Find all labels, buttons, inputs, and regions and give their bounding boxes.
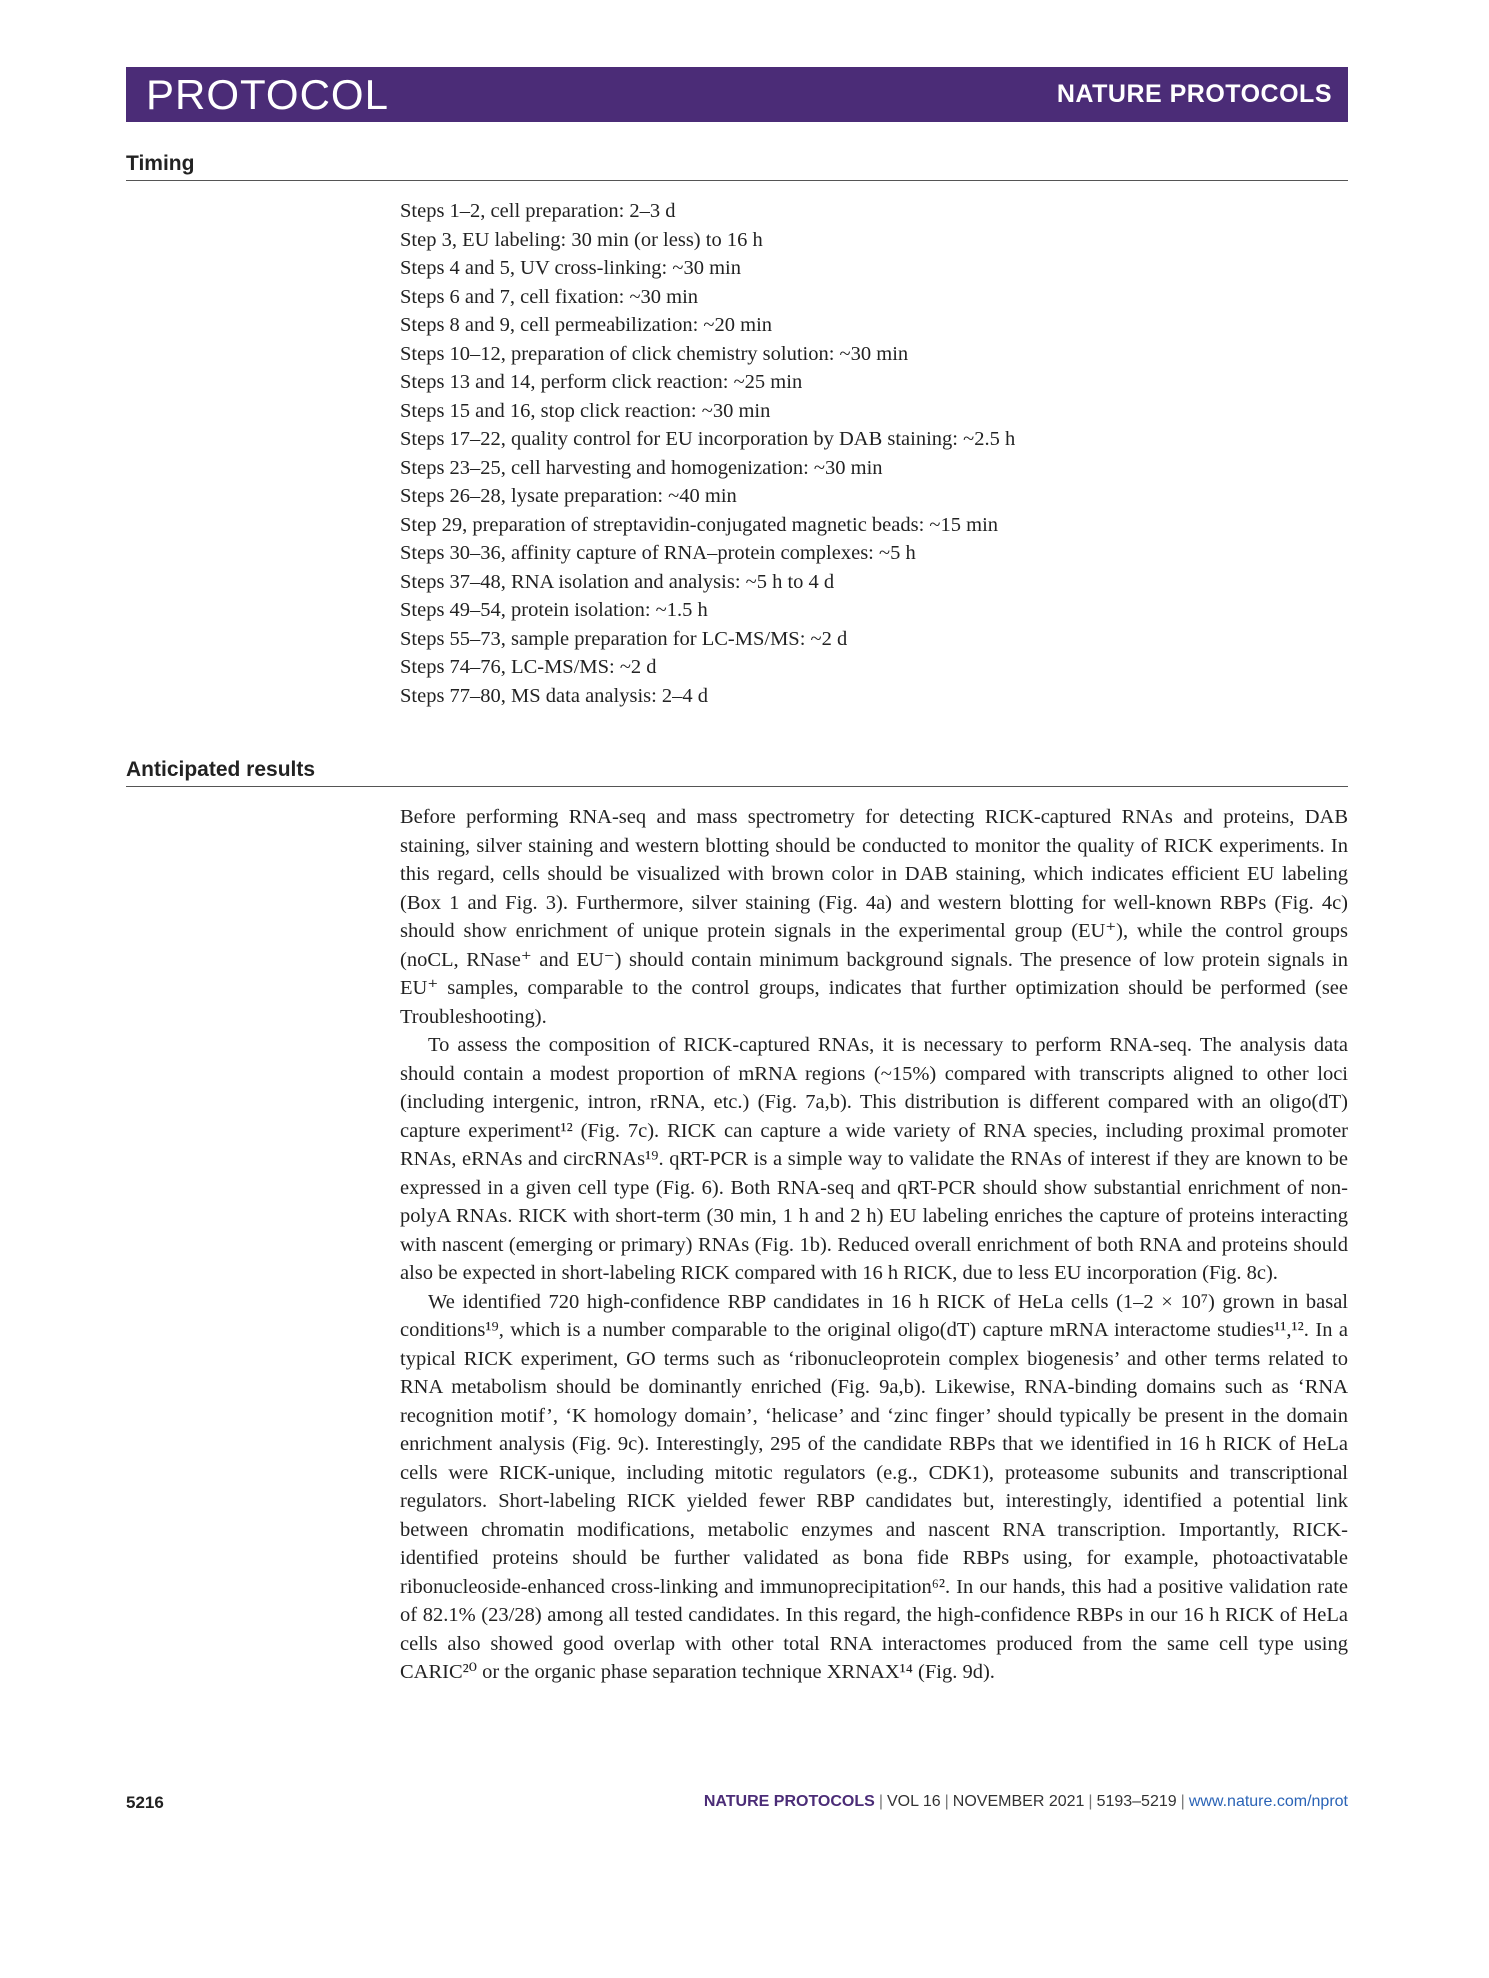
results-heading-rule [126, 758, 1348, 787]
timing-step: Steps 6 and 7, cell fixation: ~30 min [400, 285, 699, 308]
timing-step: Step 3, EU labeling: 30 min (or less) to 16 h [400, 228, 763, 251]
timing-heading-rule [126, 152, 1348, 181]
footer-journal: NATURE PROTOCOLS [703, 1793, 875, 1810]
timing-step: Steps 30–36, affinity capture of RNA–protein complexes: ~5 h [400, 542, 916, 564]
timing-step: Steps 4 and 5, UV cross-linking: ~30 min [400, 257, 741, 279]
timing-step: Steps 49–54, protein isolation: ~1.5 h [400, 599, 708, 621]
timing-step: Steps 8 and 9, cell permeabilization: ~20 min [400, 314, 773, 336]
timing-step: Steps 1–2, cell preparation: 2–3 d [400, 200, 676, 222]
results-paragraph: Before performing RNA-seq and mass spectrometry for detecting RICK-captured RNAs and proteins, DAB staining, silver staining and western blotting should be conducted to monitor the quality of RICK experiments. In this regard, cells should be visualized with brown color in DAB staining, which indicates efficient EU labeling (Box 1 and Fig. 3). Furthermore, silver staining (Fig. 4a) and western blotting for well-known RBPs (Fig. 4c) should show enrichment of unique protein signals in the experimental group (EU⁺), while the control groups (noCL, RNase⁺ and EU⁻) should contain minimum background signals. The presence of low protein signals in EU⁺ samples, comparable to the control groups, indicates that further optimization should be performed (see Troubleshooting). [400, 806, 1348, 1028]
footer-citation: NATURE PROTOCOLS | VOL 16 | NOVEMBER 2021 | 5193–5219 | www.nature.com/nprot [703, 1793, 1348, 1810]
page-number: 5216 [126, 1793, 164, 1812]
timing-step: Steps 10–12, preparation of click chemistry solution: ~30 min [400, 342, 909, 365]
results-heading: Anticipated results [126, 758, 316, 781]
timing-step: Steps 74–76, LC-MS/MS: ~2 d [400, 656, 657, 678]
header-banner [126, 67, 1348, 122]
footer-volume: VOL 16 [886, 1793, 941, 1810]
results-paragraph: We identified 720 high-confidence RBP candidates in 16 h RICK of HeLa cells (1–2 × 10⁷) grown in basal conditions¹⁹, which is a number comparable to the original oligo(dT) capture mRNA interactome studies¹¹,¹². In a typical RICK experiment, GO terms such as ‘ribonucleoprotein complex biogenesis’ and other terms related to RNA metabolism should be dominantly enriched (Fig. 9a,b). Likewise, RNA-binding domains such as ‘RNA recognition motif’, ‘K homology domain’, ‘helicase’ and ‘zinc finger’ should typically be present in the domain enrichment analysis (Fig. 9c). Interestingly, 295 of the candidate RBPs that we identified in 16 h RICK of HeLa cells were RICK-unique, including mitotic regulators (e.g., CDK1), proteasome subunits and transcriptional regulators. Short-labeling RICK yielded fewer RBP candidates but, interestingly, identified a potential link between chromatin modifications, metabolic enzymes and nascent RNA transcription. Importantly, RICK-identified proteins should be further validated as bona fide RBPs using, for example, photoactivatable ribonucleoside-enhanced cross-linking and immunoprecipitation⁶². In our hands, this had a positive validation rate of 82.1% (23/28) among all tested candidates. In this regard, the high-confidence RBPs in our 16 h RICK of HeLa cells also showed good overlap with other total RNA interactomes produced from the same cell type using CARIC²⁰ or the organic phase separation technique XRNAX¹⁴ (Fig. 9d). [400, 1290, 1348, 1683]
timing-step: Steps 26–28, lysate preparation: ~40 min [400, 485, 737, 507]
results-paragraph: To assess the composition of RICK-captured RNAs, it is necessary to perform RNA-seq. The analysis data should contain a modest proportion of mRNA regions (~15%) compared with transcripts aligned to other loci (including intergenic, intron, rRNA, etc.) (Fig. 7a,b). This distribution is different compared with an oligo(dT) capture experiment¹² (Fig. 7c). RICK can capture a wide variety of RNA species, including proximal promoter RNAs, eRNAs and circRNAs¹⁹. qRT-PCR is a simple way to validate the RNAs of interest if they are known to be expressed in a given cell type (Fig. 6). Both RNA-seq and qRT-PCR should show substantial enrichment of non-polyA RNAs. RICK with short-term (30 min, 1 h and 2 h) EU labeling enriches the capture of proteins interacting with nascent (emerging or primary) RNAs (Fig. 1b). Reduced overall enrichment of both RNA and proteins should also be expected in short-labeling RICK compared with 16 h RICK, due to less EU incorporation (Fig. 8c). [400, 1034, 1348, 1284]
timing-step: Steps 55–73, sample preparation for LC-MS/MS: ~2 d [400, 627, 848, 650]
timing-step: Steps 23–25, cell harvesting and homogenization: ~30 min [400, 456, 883, 479]
timing-step: Step 29, preparation of streptavidin-conjugated magnetic beads: ~15 min [400, 513, 999, 536]
timing-step: Steps 15 and 16, stop click reaction: ~30 min [400, 399, 771, 422]
timing-list [400, 197, 1300, 710]
section-label: PROTOCOL [146, 71, 389, 118]
results-body [400, 803, 1348, 1687]
journal-label: NATURE PROTOCOLS [1056, 80, 1332, 108]
timing-step: Steps 17–22, quality control for EU incorporation by DAB staining: ~2.5 h [400, 428, 1016, 450]
footer-url[interactable]: www.nature.com/nprot [1188, 1793, 1348, 1810]
timing-step: Steps 37–48, RNA isolation and analysis: ~5 h to 4 d [400, 570, 835, 593]
footer-pages: 5193–5219 [1096, 1793, 1177, 1810]
timing-step: Steps 13 and 14, perform click reaction: ~25 min [400, 371, 803, 393]
footer-date: NOVEMBER 2021 [952, 1793, 1085, 1810]
timing-step: Steps 77–80, MS data analysis: 2–4 d [400, 684, 709, 707]
timing-heading: Timing [126, 152, 195, 175]
